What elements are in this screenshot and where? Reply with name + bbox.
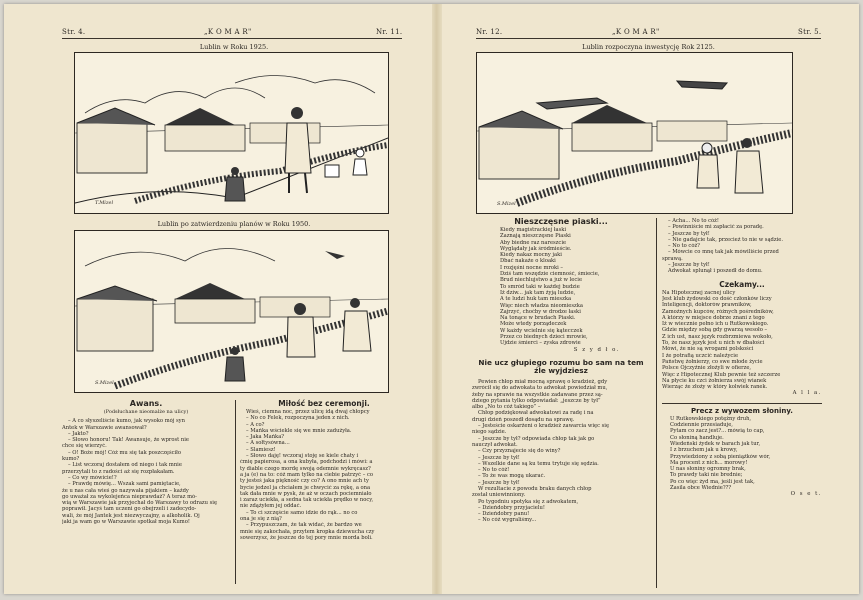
article-line: ćmię papierosa, a ona kubyła, podchodzi i mówi: a	[240, 459, 373, 466]
article-line: dziego pytania tylko odpowiadał: „jeszcze by tył”	[472, 397, 601, 404]
article-line: albo „No to cóż takiego” –	[472, 404, 541, 411]
left-header-rule	[62, 38, 402, 39]
article-piaski-title: Nieszczęsne piaski...	[514, 217, 608, 226]
article-nie-ucz-title: Nie ucz głupiego rozumu bo sam na tem źle wyjdziesz	[478, 357, 644, 376]
article-line: – No co Felek, rozpoczyna jeden z nich.	[246, 415, 350, 422]
illustration-3-signature: S.Mizel	[497, 201, 516, 207]
poem-line: To, że nasz język jest u nich w dbałości	[662, 340, 765, 347]
article-line: – A co?	[246, 421, 265, 428]
article-line: przerzytali to z radości aż się rozpłakałam.	[62, 468, 175, 475]
poem-line: To smród taki w każdej budzie	[500, 283, 580, 290]
poem-line: Kiedy magistrackiej łaski	[500, 227, 567, 233]
article-line: – Mówcie co mnę tak jak mówiliście przed	[668, 249, 779, 256]
article-line: – No to cóż?	[668, 243, 700, 250]
poem-line: Dbać nakaże o kloaki	[500, 258, 556, 265]
poem-line: Pytam co zacz jest?... mówią to cap,	[670, 428, 765, 435]
article-line: – Słowo daję! wczoraj stoję se kiele chaty i	[246, 453, 359, 460]
article-line: – No cóż wygraliśmy...	[478, 517, 537, 524]
article-line: – Jeszcze by tył!	[668, 230, 710, 237]
article-line: – Jeszcze by tył!	[478, 479, 520, 486]
left-issue-number: Nr. 11.	[376, 28, 403, 36]
article-line: tak dała mnie w pysk, że aż w oczach pociemniało	[240, 490, 372, 497]
article-line: – Słowo honoru! Tak! Awansuje, że wprost nie	[68, 437, 189, 444]
article-line: sprawą.	[662, 255, 683, 262]
article-line: Pewien chłop miał mocną sprawę o kradzież, gdy	[478, 378, 608, 385]
article-line: sowerzysz, że jeszcze do tej pory mnie morda boli.	[240, 534, 373, 541]
newspaper-spread	[4, 4, 859, 594]
article-line: – Acha... No to cóż!	[668, 218, 719, 224]
article-awans-title: Awans.	[129, 399, 163, 408]
right-column-1	[472, 217, 650, 524]
article-piaski-signature: S z y d ł o.	[573, 346, 620, 353]
article-line: – A co słyszeliście kumo, jak wysoko mój syn	[68, 418, 185, 425]
article-line: ty diable czego mordę swoją odemnie wykręcasz?	[240, 465, 371, 472]
article-precz	[662, 403, 822, 498]
illustration-lublin-1950	[74, 230, 389, 393]
right-column-2	[662, 218, 822, 498]
article-line: – List wczoraj dostałem od niego i tak mnie	[68, 462, 182, 469]
poem-line: Aby biedne raz nareszcie	[500, 239, 567, 246]
poem-line: Na Hipotecznej zacnej ulicy	[662, 289, 736, 296]
poem-line: A którzy w miejsce dobrze znani z tego	[662, 314, 765, 321]
poem-line: I z brzuchem jak u krowy,	[670, 447, 738, 454]
poem-line: Gdzie między sobą gdy gwarzą wesoło –	[662, 327, 768, 334]
poem-line: W każdy wcielnie się kątecczek	[500, 327, 583, 334]
article-line: – A sołtysówna...	[246, 440, 290, 447]
article-line: kumo?	[62, 456, 80, 463]
poem-line: Codziennie przesiaduje,	[670, 422, 733, 429]
article-line: – Dzieńdobry przyjacielu!	[478, 504, 545, 511]
poem-line: Państwę żołnierzy, co swe młode życie	[662, 358, 763, 365]
poem-line: Wiedeński żydek w barach jak tur,	[670, 440, 761, 447]
poem-line: Zamożnych kupców, różnych pośredników,	[662, 308, 774, 315]
poem-line: I rozjęśni nocne mroki –	[500, 264, 564, 271]
article-line: – Prawdę mówię... Wszak sami pamiętacie,	[68, 481, 181, 488]
poem-line: Brud niechlujstwo a już w lecie	[500, 277, 583, 284]
article-line: Chłop podziękował adwokatowi za radę i na	[478, 410, 594, 417]
poem-line: Zaznają nieszczęsne Piaski	[500, 233, 571, 240]
article-line: go uważał za wykolejeńca nieprawdaż? A teraz mó-	[62, 493, 197, 500]
poem-line: Co słoniną handluje.	[670, 434, 724, 441]
poem-line: Jest klub żydowski co dość członków liczy	[662, 295, 772, 302]
poem-line: Więc niech władza nieomieszka	[500, 302, 583, 309]
poem-line: Kiedy nakaz mocny jaki	[500, 252, 562, 259]
left-caption-1: Lublin w Roku 1925.	[199, 43, 269, 51]
article-line: – Jaka Mańka?	[246, 434, 285, 441]
page-gutter	[432, 4, 442, 594]
poem-line: Inteligencji, doktorów prawników,	[662, 302, 752, 309]
left-page	[4, 4, 432, 594]
article-line: – To że was mogą ukarać.	[478, 473, 546, 480]
poem-line: Z ich ust, nasz język rozbrzmiewa wokoło,	[662, 333, 773, 340]
article-line: ona je się z nią?	[240, 516, 282, 523]
article-milosc	[240, 399, 408, 541]
poem-line: Wyglądały jak śródmieście.	[500, 245, 572, 252]
article-line: – Jeszcze by tył? odpowiada chłop tak jak go	[478, 435, 595, 442]
poem-line: U nas słoniny ogromny brak,	[670, 466, 746, 473]
article-line: – O! Boże mój! Cóż mu się tak poszczęściło	[68, 449, 181, 456]
illustration-lublin-2125	[476, 52, 793, 214]
article-line: poprawił. Jacyś tam uczeni go obejrzeli i zadecydo-	[62, 506, 197, 513]
right-page	[442, 4, 859, 594]
article-line: jaki ja wam go w Warszawie spotkał moja Kumo!	[62, 519, 190, 526]
article-awans	[62, 399, 230, 525]
poem-line: Iż dziw... jak tam żyją ludzie,	[500, 289, 576, 296]
article-line: ty jesteś jaka piękność czy co? A ono mnie ach ty	[240, 478, 369, 485]
poem-line: Więc z Hipotecznej Klub pewnie też szczerze	[662, 371, 781, 378]
right-page-number: Str. 5.	[798, 28, 822, 36]
article-line: drugi dzień poszedł dosądu na sprawę.	[472, 416, 575, 423]
article-line: – Wszelkie dane są ku temu trytuje się sędzia.	[478, 460, 599, 467]
poem-line: Mówi, że nie są wrogami polskości	[662, 346, 754, 353]
poem-line: U Rutkowskiego potężny druh,	[670, 415, 752, 422]
article-line: – No to cóż!	[478, 467, 510, 474]
article-line: zwrócił się do adwokata to adwokat powiedział mu,	[472, 385, 608, 392]
article-precz-signature: O s e t.	[790, 491, 822, 498]
article-line: – To ci szczęście samo idzie do rąk... no co	[246, 509, 358, 516]
article-line: – Jeszcze by tył!	[478, 454, 520, 461]
poem-line: Polsce Ojczyźnie złożyli w ofierze,	[662, 365, 752, 372]
poem-line: Dziś tam wszędzie ciemność, śmiecie,	[500, 271, 600, 278]
article-line: Po tygodniu spotyka się z adwokatem,	[478, 498, 579, 505]
poem-line: Na płycie ku czci żołnierza swój wianek	[662, 377, 767, 384]
article-line: – Przypuszczam, że tak widać, że bardzo we	[246, 522, 362, 529]
column-rule	[235, 400, 236, 584]
article-line: Antek w Warszawie awansował?	[62, 424, 147, 431]
poem-line: Może wtedy porządeczek	[500, 321, 567, 328]
article-line: został uniewinniony.	[472, 492, 526, 499]
poem-line: Na tonące w brudach Piaski.	[500, 315, 576, 322]
article-line: – Jakto?	[68, 430, 89, 437]
poem-line: Ujdzie śmierci – zyska zdrowie	[500, 340, 581, 347]
poem-line: Iż w wiecznie pełno ich u Rutkowskiego.	[662, 321, 769, 328]
article-line: chce się wierzyć.	[62, 443, 107, 450]
article-line: – Jesteście oskarżeni o kradzież zawarcia więc się	[478, 423, 610, 430]
article-line: Adwokat splunął i poszedł do domu.	[668, 268, 763, 275]
article-line: – Jeszcze by tył!	[668, 262, 710, 269]
right-caption-1: Lublin rozpoczyna inwestycję Rok 2125.	[582, 43, 715, 51]
article-line: niego sądzie.	[472, 429, 507, 436]
article-line: żeby na sprawie na wszystkie zadawane przez są-	[472, 391, 603, 398]
poem-line: Po co więc żyd ma, jeśli jest tak,	[670, 478, 755, 485]
poem-line: A te ludzi huk tam mieszka	[500, 296, 572, 303]
left-caption-2: Lublin po zatwierdzeniu planów w Roku 1950.	[157, 220, 311, 228]
poem-line: Przywiedziony z sobą pieniążków wór,	[670, 453, 771, 460]
illustration-lublin-1925	[74, 52, 389, 214]
illustration-2-signature: S.Mizel	[95, 380, 114, 386]
article-line: nauczył adwokat.	[472, 441, 518, 448]
illustration-1-signature: T.Mizel	[95, 200, 114, 206]
article-milosc-title: Miłość bez ceremonji.	[278, 399, 370, 408]
poem-line: I że potrafią uczcić należycie	[662, 352, 739, 359]
article-line: bycie jedzel ja chciałem je chwycić za rękę, a ona	[240, 484, 371, 491]
article-precz-title: Precz z wywozem słoniny.	[691, 406, 793, 415]
article-line: Wieś, ciemna noc, przez ulicę idą dwaj chłopcy	[246, 409, 370, 415]
right-masthead: „K O M A R"	[612, 28, 660, 36]
right-header-rule	[476, 38, 821, 39]
article-line: – Dzieńdobry panu!	[478, 511, 530, 518]
poem-line: Ma procent z nich... morowy!	[670, 459, 748, 466]
left-masthead: „K O M A R"	[204, 28, 252, 36]
article-line: nie zdążyłem jej oddać.	[240, 503, 302, 510]
article-czekamy-signature: A l l a.	[792, 390, 822, 397]
poem-line: To prawdy taki nie brednie;	[670, 472, 743, 479]
article-line: – Ślamiesz!	[246, 446, 276, 453]
article-line: – Czy przyznajecie się do winy?	[478, 448, 561, 455]
poem-line: Przez co biednych dzieci mrowie,	[500, 334, 588, 341]
article-line: że u nas cała wieś go nazywała pijakiem – każdy	[62, 487, 189, 494]
right-issue-number: Nr. 12.	[476, 28, 503, 36]
article-line: – Mańka wściekle się we mnie zadużyła.	[246, 427, 352, 434]
article-line: – Co wy mówicie!?	[68, 474, 117, 481]
article-line: a ja (e) na to: cóż mam tylko na ciebie patrzyć – co	[240, 471, 374, 478]
article-line: i zaraz uciekła, a sedna tak uciekła prędko w nocy,	[240, 497, 374, 504]
article-line: – Powinniście mi zapłacić za poradę.	[668, 224, 764, 231]
poem-line: Wierząc że złoży w który kolwiek ranek.	[662, 384, 768, 391]
article-line: W rezultacie z powodu braku danych chłop	[478, 485, 592, 492]
column-rule	[656, 218, 657, 588]
article-line: wią w Warszawie jak przyjechał do Warszawy to odrazu się	[62, 500, 218, 507]
article-line: mnie się zakochała, przytem kropka dziewucha czy	[240, 528, 375, 535]
left-page-number: Str. 4.	[62, 28, 86, 36]
article-line: wali, że mój Jantek jest niezwyczajny, a alkoholik. Oj	[62, 512, 200, 519]
article-line: – Nie gadajcie tak, przecież to nie w sądzie.	[668, 236, 783, 243]
poem-line: Zasila obce Wiednie???	[670, 484, 732, 491]
article-awans-subtitle: (Podsłuchane nieomalże na ulicy)	[103, 409, 189, 415]
poem-line: Zajrzyć, choćby w drodze łaski	[500, 308, 581, 315]
article-czekamy-title: Czekamy...	[719, 279, 765, 289]
